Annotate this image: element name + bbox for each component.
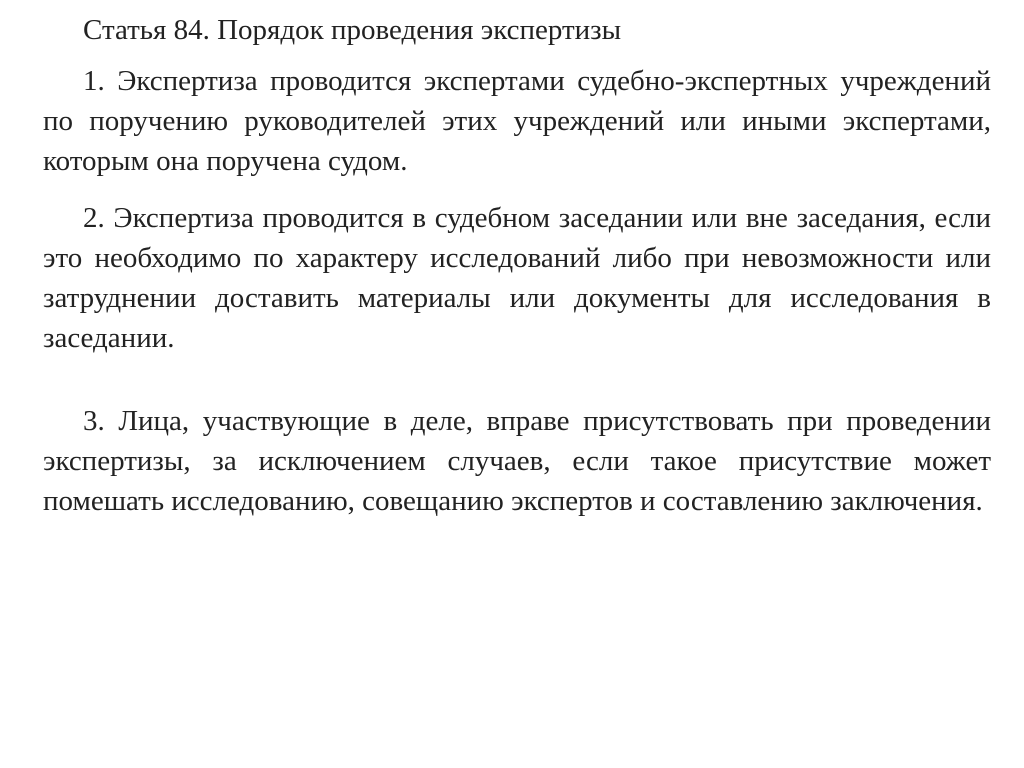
paragraph-1: 1. Экспертиза проводится экспертами судебно-экспертных учреждений по поручению руководителей этих учреждений или иными экспертами, которым она поручена судом.	[43, 65, 991, 177]
paragraph-2: 2. Экспертиза проводится в судебном заседании или вне заседания, если это необходимо по характеру исследований либо при невозможности или затруднении доставить материалы или документы для исследования в заседании.	[43, 202, 991, 354]
article-body	[43, 10, 991, 521]
paragraph-3: 3. Лица, участвующие в деле, вправе присутствовать при проведении экспертизы, за исключением случаев, если такое присутствие может помешать исследованию, совещанию экспертов и составлению заключения.	[43, 405, 991, 517]
article-title: Статья 84. Порядок проведения экспертизы	[83, 14, 622, 46]
